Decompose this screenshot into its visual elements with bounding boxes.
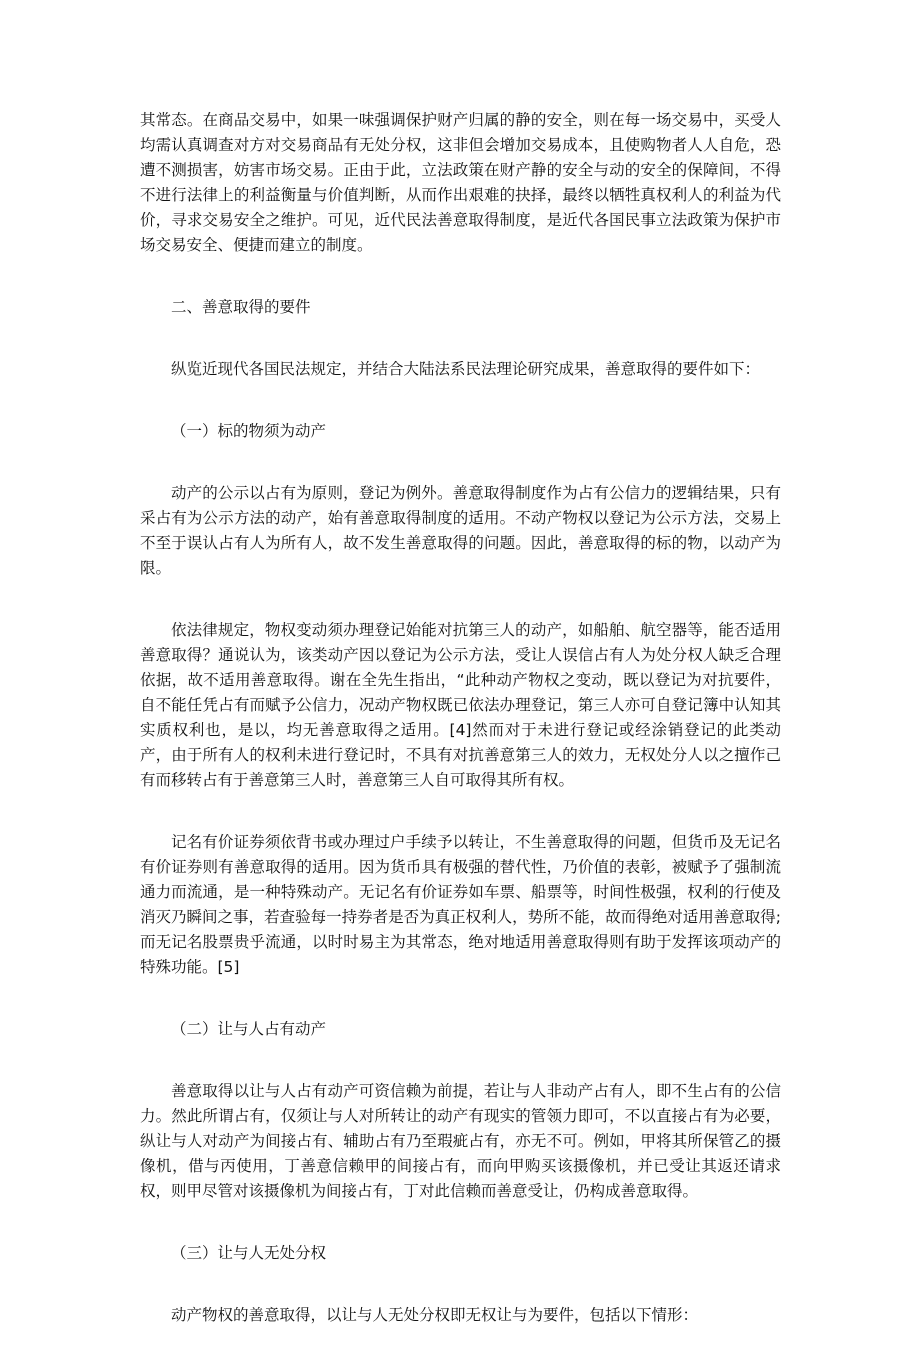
document-page	[140, 108, 781, 1365]
paragraph-securities: 记名有价证券须依背书或办理过户手续予以转让，不生善意取得的问题，但货币及无记名有价证券则有善意取得的适用。因为货币具有极强的替代性，乃价值的表彰，被赋予了强制流通力而流通，是一种特殊动产。无记名有价证券如车票、船票等，时间性极强，权利的行使及消灭乃瞬间之事，若查验每一持券者是否为真正权利人，势所不能，故而得绝对适用善意取得; 而无记名股票贵乎流通，以时时易主为其常态，绝对地适用善意取得则有助于发挥该项动产的特殊功能。[5]	[140, 833, 781, 976]
subheading-movable-property: （一）标的物须为动产	[171, 422, 327, 440]
subheading-no-disposal-right: （三）让与人无处分权	[171, 1244, 327, 1262]
paragraph-movable-publicity: 动产的公示以占有为原则，登记为例外。善意取得制度作为占有公信力的逻辑结果，只有采占有为公示方法的动产，始有善意取得制度的适用。不动产物权以登记为公示方法，交易上不至于误认占有人为所有人，故不发生善意取得的问题。因此，善意取得的标的物，以动产为限。	[140, 484, 781, 577]
paragraph-intro: 其常态。在商品交易中，如果一味强调保护财产归属的静的安全，则在每一场交易中，买受人均需认真调查对方对交易商品有无处分权，这非但会增加交易成本，且使购物者人人自危，恐遭不测损害，妨害市场交易。正由于此，立法政策在财产静的安全与动的安全的保障间，不得不进行法律上的利益衡量与价值判断，从而作出艰难的抉择，最终以牺牲真权利人的利益为代价，寻求交易安全之维护。可见，近代民法善意取得制度，是近代各国民事立法政策为保护市场交易安全、便捷而建立的制度。	[140, 111, 781, 254]
paragraph-registered-movables: 依法律规定，物权变动须办理登记始能对抗第三人的动产，如船舶、航空器等，能否适用善意取得？通说认为，该类动产因以登记为公示方法，受让人误信占有人为处分权人缺乏合理依据，故不适用善意取得。谢在全先生指出，“此种动产物权之变动，既以登记为对抗要件，自不能任凭占有而赋予公信力，况动产物权既已依法办理登记，第三人亦可自登记簿中认知其实质权利也，是以，均无善意取得之适用。[4]然而对于未进行登记或经涂销登记的此类动产，由于所有人的权利未进行登记时，不具有对抗善意第三人的效力，无权处分人以之擅作己有而移转占有于善意第三人时，善意第三人自可取得其所有权。	[140, 621, 781, 789]
subheading-transferor-possession: （二）让与人占有动产	[171, 1020, 327, 1038]
paragraph-possession: 善意取得以让与人占有动产可资信赖为前提，若让与人非动产占有人，即不生占有的公信力。然此所谓占有，仅须让与人对所转让的动产有现实的管领力即可，不以直接占有为必要，纵让与人对动产为间接占有、辅助占有乃至瑕疵占有，亦无不可。例如，甲将其所保管乙的摄像机，借与丙使用，丁善意信赖甲的间接占有，而向甲购买该摄像机，并已受让其返还请求权，则甲尽管对该摄像机为间接占有，丁对此信赖而善意受让，仍构成善意取得。	[140, 1082, 781, 1200]
paragraph-overview: 纵览近现代各国民法规定，并结合大陆法系民法理论研究成果，善意取得的要件如下：	[171, 360, 761, 378]
section-heading-requirements: 二、善意取得的要件	[171, 298, 311, 316]
paragraph-no-disposal-right: 动产物权的善意取得，以让与人无处分权即无权让与为要件，包括以下情形：	[171, 1306, 699, 1324]
